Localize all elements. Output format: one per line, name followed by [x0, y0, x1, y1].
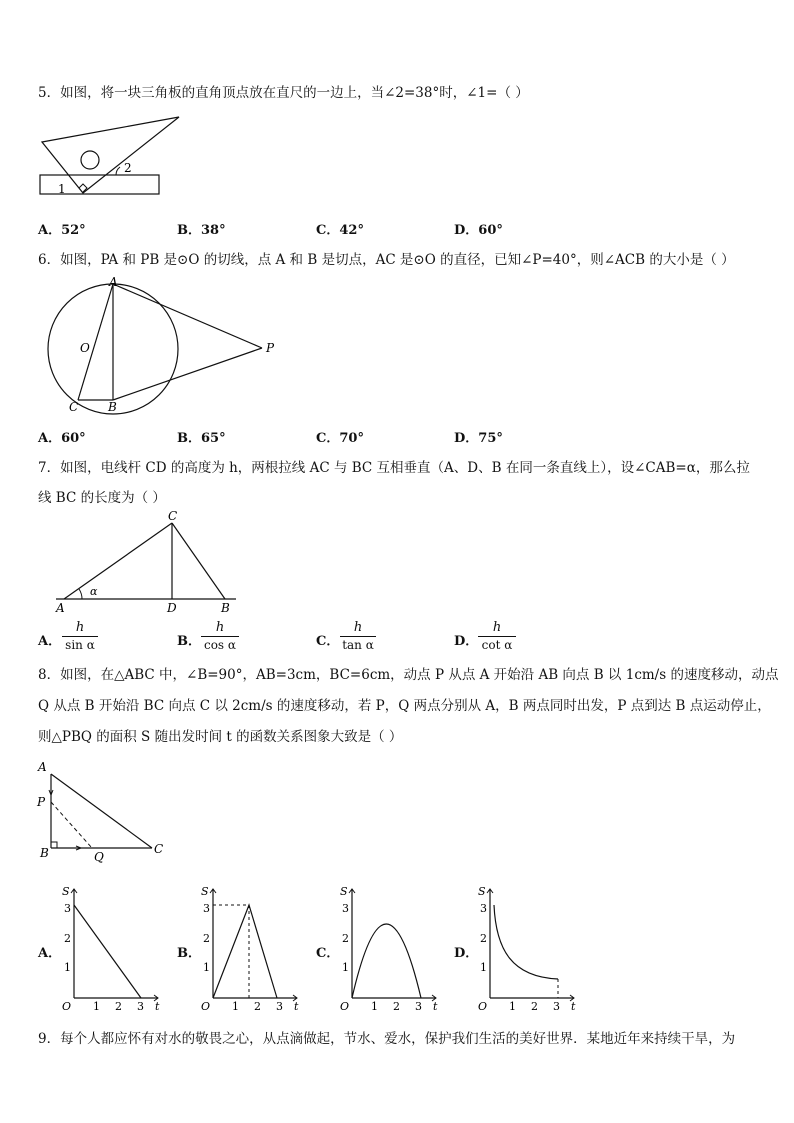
point-p-label: P	[266, 341, 275, 355]
point-p-label: P	[37, 795, 46, 809]
svg-text:2: 2	[115, 1000, 122, 1012]
svg-text:3: 3	[64, 902, 71, 915]
svg-text:t: t	[155, 1000, 160, 1012]
svg-text:S: S	[62, 885, 70, 898]
svg-text:2: 2	[203, 932, 210, 945]
svg-text:2: 2	[531, 1000, 538, 1012]
point-a-label: A	[38, 760, 47, 774]
q7-figure	[50, 508, 240, 616]
svg-text:3: 3	[480, 902, 487, 915]
svg-text:2: 2	[342, 932, 349, 945]
svg-text:1: 1	[509, 1000, 516, 1012]
q8-graph-c	[336, 884, 446, 1012]
q7-text-line2: 线 BC 的长度为（ ）	[38, 490, 166, 506]
svg-text:3: 3	[203, 902, 210, 915]
svg-text:2: 2	[393, 1000, 400, 1012]
svg-text:1: 1	[93, 1000, 100, 1012]
point-c-label: C	[154, 842, 164, 856]
point-b-label: B	[108, 400, 117, 414]
q5-option-d[interactable]: D．60°	[454, 223, 503, 238]
svg-text:S: S	[340, 885, 348, 898]
svg-text:3: 3	[342, 902, 349, 915]
plate-hole	[81, 151, 99, 169]
q6-option-c[interactable]: C．70°	[316, 431, 364, 446]
svg-text:t: t	[294, 1000, 299, 1012]
svg-text:1: 1	[232, 1000, 239, 1012]
q8-graph-a	[58, 884, 168, 1012]
svg-text:1: 1	[203, 961, 210, 974]
q6-text: 6．如图，PA 和 PB 是⊙O 的切线，点 A 和 B 是切点，AC 是⊙O 的直径，已知∠P=40°，则∠ACB 的大小是（ ）	[38, 252, 735, 268]
svg-text:O: O	[478, 1000, 488, 1012]
q7-option-b-fraction: h cos α	[201, 620, 239, 653]
svg-text:S: S	[201, 885, 209, 898]
point-d-label: D	[167, 601, 177, 615]
q7-option-a[interactable]: A．	[38, 634, 62, 649]
svg-text:3: 3	[415, 1000, 422, 1012]
point-a-label: A	[56, 601, 65, 615]
q5-text: 5．如图，将一块三角板的直角顶点放在直尺的一边上，当∠2=38°时，∠1=（ ）	[38, 85, 529, 101]
q9-text: 9．每个人都应怀有对水的敬畏之心，从点滴做起，节水、爱水，保护我们生活的美好世界．某地近年来持续干旱，为	[38, 1031, 736, 1047]
q6-option-b[interactable]: B．65°	[177, 431, 226, 446]
svg-text:2: 2	[254, 1000, 261, 1012]
point-o-label: O	[80, 341, 90, 355]
q7-option-a-fraction: h sin α	[62, 620, 98, 653]
q7-option-c-fraction: h tan α	[340, 620, 376, 653]
q8-triangle-figure	[34, 756, 174, 866]
svg-text:t: t	[571, 1000, 576, 1012]
q8-text-line1: 8．如图，在△ABC 中，∠B=90°，AB=3cm，BC=6cm，动点 P 从点 A 开始沿 AB 向点 B 以 1cm/s 的速度移动，动点	[38, 667, 779, 683]
q5-option-a[interactable]: A．52°	[38, 223, 86, 238]
q8-option-b[interactable]: B．	[177, 946, 201, 961]
q7-option-d[interactable]: D．	[454, 634, 479, 649]
svg-text:2: 2	[480, 932, 487, 945]
q8-graph-b	[197, 884, 307, 1012]
svg-text:1: 1	[480, 961, 487, 974]
svg-text:O: O	[201, 1000, 211, 1012]
angle1-label: 1	[58, 182, 66, 196]
q5-figure	[36, 112, 186, 198]
point-c-label: C	[168, 509, 178, 523]
svg-text:1: 1	[64, 961, 71, 974]
q8-graph-d	[474, 884, 584, 1012]
svg-text:O: O	[340, 1000, 350, 1012]
svg-text:S: S	[478, 885, 486, 898]
svg-text:1: 1	[342, 961, 349, 974]
angle2-label: 2	[124, 161, 132, 175]
point-a-label: A	[109, 275, 118, 289]
svg-text:2: 2	[64, 932, 71, 945]
point-b-label: B	[40, 846, 49, 860]
point-c-label: C	[69, 400, 79, 414]
svg-text:t: t	[433, 1000, 438, 1012]
q8-option-a[interactable]: A．	[38, 946, 62, 961]
svg-text:3: 3	[137, 1000, 144, 1012]
q8-option-d[interactable]: D．	[454, 946, 479, 961]
q8-option-c[interactable]: C．	[316, 946, 340, 961]
q7-option-b[interactable]: B．	[177, 634, 201, 649]
q6-option-a[interactable]: A．60°	[38, 431, 86, 446]
point-q-label: Q	[94, 850, 104, 864]
q8-text-line2: Q 从点 B 开始沿 BC 向点 C 以 2cm/s 的速度移动，若 P，Q 两点分别从 A，B 两点同时出发，P 点到达 B 点运动停止，	[38, 698, 771, 714]
q7-option-c[interactable]: C．	[316, 634, 340, 649]
q8-text-line3: 则△PBQ 的面积 S 随出发时间 t 的函数关系图象大致是（ ）	[38, 729, 403, 745]
q5-option-b[interactable]: B．38°	[177, 223, 226, 238]
alpha-label: α	[90, 585, 98, 598]
q6-figure	[34, 274, 284, 416]
point-b-label: B	[221, 601, 230, 615]
q6-option-d[interactable]: D．75°	[454, 431, 503, 446]
svg-text:3: 3	[553, 1000, 560, 1012]
svg-text:3: 3	[276, 1000, 283, 1012]
q5-option-c[interactable]: C．42°	[316, 223, 364, 238]
svg-text:O: O	[62, 1000, 72, 1012]
q7-option-d-fraction: h cot α	[478, 620, 516, 653]
q7-text-line1: 7．如图，电线杆 CD 的高度为 h，两根拉线 AC 与 BC 互相垂直（A、D、B 在同一条直线上），设∠CAB=α，那么拉	[38, 460, 750, 476]
svg-text:1: 1	[371, 1000, 378, 1012]
